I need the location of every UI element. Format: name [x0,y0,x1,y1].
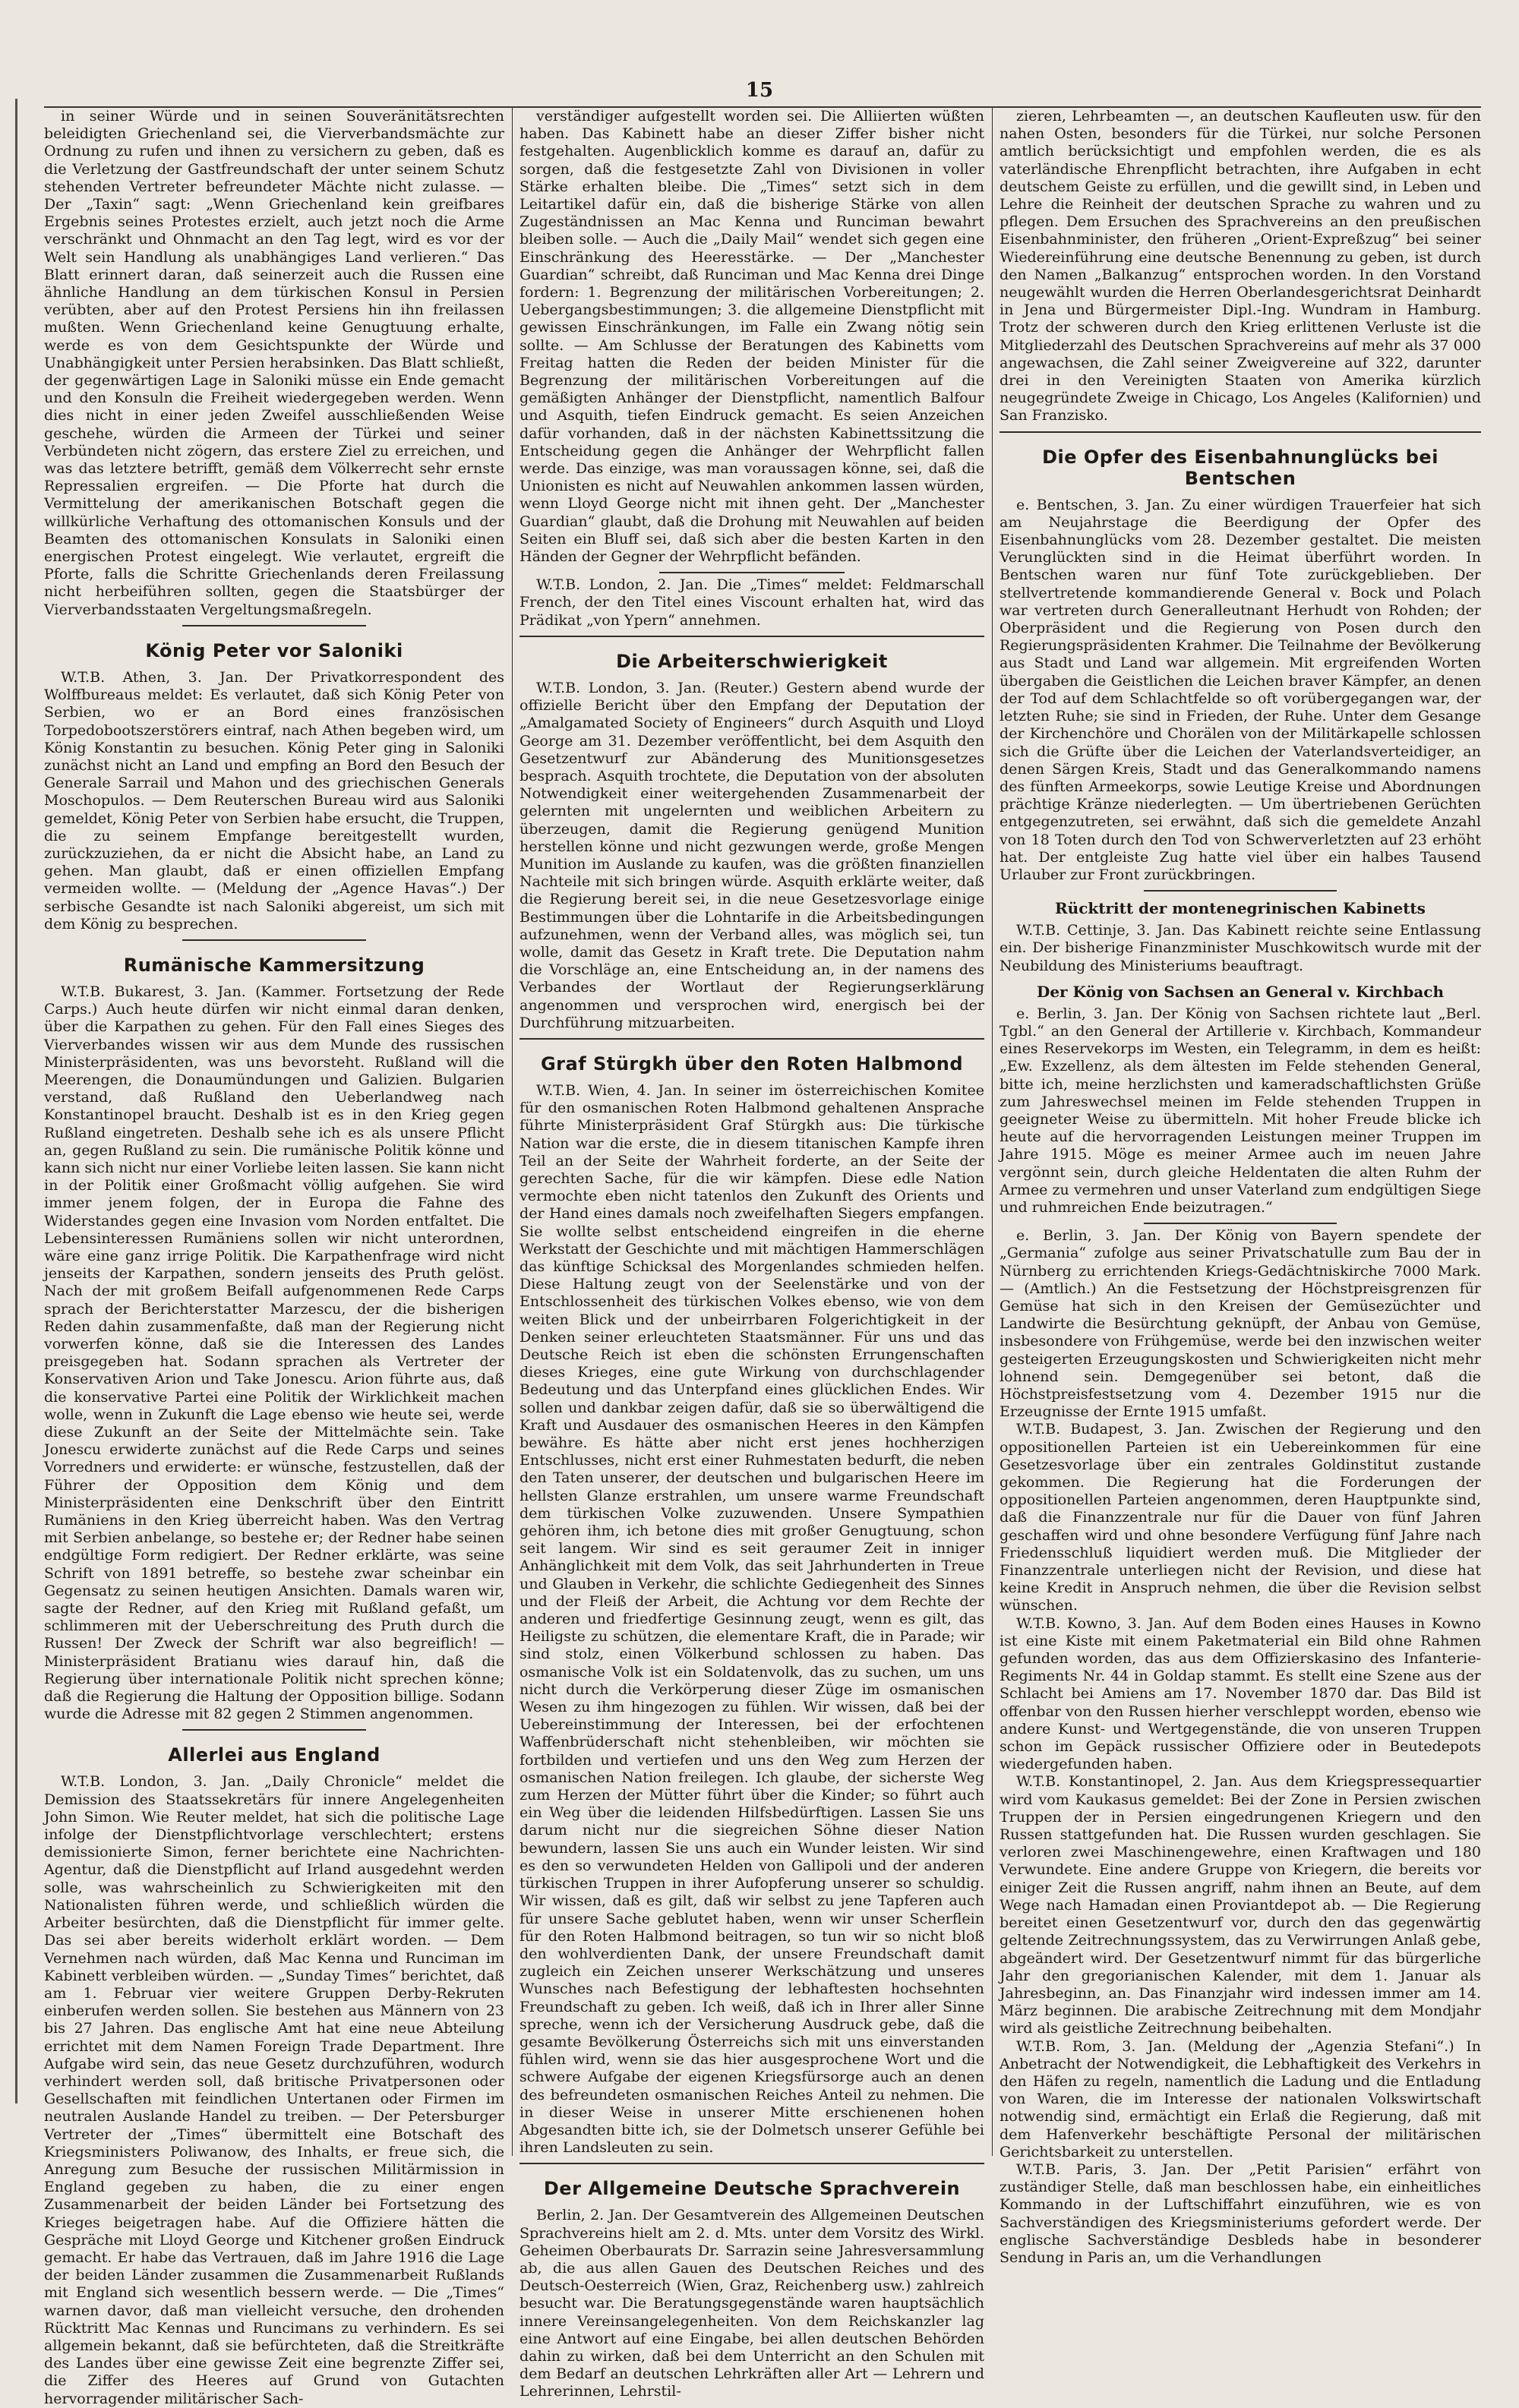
headline-montenegro-cabinet: Rücktritt der montenegrinischen Kabinetts [1055,899,1426,918]
divider [182,625,366,626]
column-1 [44,108,504,2407]
headline-saxony-king: Der König von Sachsen an General v. Kirchbach [1036,982,1445,1001]
divider [182,1729,366,1731]
article-saxony-king-text: e. Berlin, 3. Jan. Der König von Sachsen richtete laut „Berl. Tgbl.“ an den General der Artillerie v. Kirchbach, Kommandeur eines Reservekorps im Westen, ein Telegramm, in dem es heißt: „Ew. Exzellenz, als dem ältesten im Felde stehenden General, bitte ich, meine herzlichsten und kameradschaftlichsten Grüße zum Jahreswechsel meinen im Felde stehenden Truppen in geeigneter Weise zu übermitteln. Mit hoher Freude blicke ich heute auf die hervorragenden Leistungen meiner Truppen im Jahre 1915. Möge es meiner Armee auch im neuen Jahre vergönnt sein, durch gleiche Heldentaten die alten Ruhm der Armee zu vermehren und unser Vaterland zum endgültigen Siege und ruhmreichen Ende beizutragen.“ [1000,1005,1481,1216]
column-3 [1000,108,1481,2266]
article-kowno-text: W.T.B. Kowno, 3. Jan. Auf dem Boden eines Hauses in Kowno ist eine Kiste mit einem Paketmaterial ein Bild ohne Rahmen gefunden worden, das aus dem Offizierskasino des Infanterie-Regiments Nr. 44 in Goldap stammt. Es stellt eine Szene aus der Schlacht bei Amiens am 17. November 1870 dar. Das Bild ist offenbar von den Russen hierher verschleppt worden, ebenso wie andere Kunst- und Wertgegenstände, die von unseren Truppen schon im Gepäck russischer Offiziere oder in Beutedepots wiedergefunden haben. [1000,1614,1481,1773]
headline-labour-difficulty: Die Arbeiterschwierigkeit [616,650,888,672]
divider [1144,1223,1337,1224]
article-england-continued-text: verständiger aufgestellt worden sei. Die Alliierten wüßten haben. Das Kabinett habe an dieser Ziffer bisher nicht festgehalten. Augenblicklich komme es darauf an, dafür zu sorgen, daß die festgesetzte Zahl von Divisionen in voller Stärke erhalten bleibe. Die „Times“ setzt sich in dem Leitartikel dafür ein, daß die bisherige Stärke von allen Zugeständnissen an Mac Kenna und Runciman bewahrt bleiben solle. — Auch die „Daily Mail“ wendet sich gegen eine Einschränkung des Heeresstärke. — Der „Manchester Guardian“ schreibt, daß Runciman und Mac Kenna drei Dinge fordern: 1. Begrenzung der militärischen Vorbereitungen; 2. Uebergangsbestimmungen; 3. die allgemeine Dienstpflicht mit gewissen Einschränkungen, im Falle ein Zwang nötig sein sollte. — Am Schlusse der Beratungen des Kabinetts vom Freitag hatten die Reden der beiden Minister für die Begrenzung der militärischen Vorbereitungen auf die gemäßigten Anhänger der Dienstpflicht, namentlich Balfour und Asquith, tiefen Eindruck gemacht. Es seien Anzeichen dafür vorhanden, daß in der nächsten Kabinettssitzung die Entscheidung gegen die Anhänger der Wehrpflicht fallen werde. Das einzige, was man voraussagen könne, sei, daß die Unionisten es nicht auf Neuwahlen ankommen lassen würden, wenn Lloyd George nicht mit ihnen geht. Der „Manchester Guardian“ glaubt, daß die Drohung mit Neuwahlen auf beiden Seiten ein Bluff sei, daß sich aber die besten Karten in den Händen der Gegner der Wehrpflicht befänden. [519,108,984,566]
article-count-stuergkh-text: W.T.B. Wien, 4. Jan. In seiner im österreichischen Komitee für den osmanischen Roten Halbmond gehaltenen Ansprache führte Ministerpräsident Graf Stürgkh aus: Die türkische Nation war die erste, die in diesem titanischen Kampfe ihren Teil an der Seite der Wahrheit forderte, an der Seite der gerechten Sache, für die wir kämpfen. Diese edle Nation vermochte eben nicht tatenlos den Zukunft des Orients und der Hand eines damals noch zweifelhaften Siegers empfangen. Sie wollte selbst entscheidend eingreifen in die eherne Werkstatt der Geschichte und mit mächtigen Hammerschlägen das künftige Schicksal des Morgenlandes schmieden helfen. Diese Haltung zeugt von der Seelenstärke und von der Entschlossenheit des türkischen Volkes ebenso, wie von dem weiten Blick und der unbeirrbaren Folgerichtigkeit in der Denken seiner erleuchteten Staatsmänner. Für uns und das Deutsche Reich ist eben die schönsten Errungenschaften dieses Krieges, eine gute Wirkung von durchschlagender Bedeutung und das Unterpfand eines glücklichen Endes. Wir sollen und dankbar zeigen dafür, daß sie so überwältigend die Kraft und Ausdauer des osmanischen Heeres in den Kämpfen bewähre. Es hätte aber nicht erst jenes hochherzigen Entschlusses, nicht erst einer Ruhmestaten bedurft, die neben den Taten unserer, der deutschen und bulgarischen Heere im hellsten Glanze erstrahlen, um unsere warme Freundschaft dem türkischen Volke zuzuwenden. Unsere Sympathien gehören ihm, ich betone dies mit großer Genugtuung, schon seit langem. Wir sind es seit geraumer Zeit in inniger Anhänglichkeit mit dem Volk, das seit Jahrhunderten in Treue und Glauben in Verkehr, die schlichte Gediegenheit des Sinnes und der Fleiß der Arbeit, die Achtung vor dem Rechte der anderen und friedfertige Gesinnung zeugt, wenn es gilt, das Heiligste zu schützen, die elementare Kraft, die in Parade; wir sind stolz, einen Völkerbund schlossen zu haben. Das osmanische Volk ist ein Soldatenvolk, das zu suchen, um uns nicht durch die Verkörperung dieser Züge im osmanischen Wesen zu ihm hingezogen zu fühlen. Wir wissen, daß bei der Uebereinstimmung der Interessen, bei der erfochtenen Waffenbrüderschaft nicht stehenbleiben, wir möchten sie fortbilden und vertiefen und uns den Weg zum Herzen der osmanischen Nation freilegen. Ich glaube, der sicherste Weg zum Herzen der Mütter führt über die Kinder; so führt auch ein Weg über die leidenden Hilfsbedürftigen. Lassen Sie uns darum nicht nur die siegreichen Söhne dieser Nation bewundern, lassen Sie uns auch ein Wunder leisten. Wir sind es den so verwundeten Helden von Gallipoli und der anderen türkischen Truppen in ihrer Aufopferung unserer so schuldig. Wir wissen, daß es gilt, daß wir selbst zu jene Tapferen auch für unsere Sache geblutet haben, wenn wir unser Scherflein für den Roten Halbmond beitragen, so tun wir so nicht bloß den wohlverdienten Dank, der unsere Freundschaft damit zugleich ein Zeichen unserer Werkschätzung und unseres Wunsches nach Befestigung der lebhaftesten hochsehnten Freundschaft zu geben. Ich weiß, daß ich in Ihrer aller Sinne spreche, wenn ich der Versicherung Ausdruck gebe, daß die gesamte Bevölkerung Österreichs sich mit uns einverstanden fühlen wird, wenn sie das hier ausgesprochene Wort und die schwere Aufgabe der eigenen Kriegsfürsorge auch an denen des befreundeten osmanischen Reiches Anteil zu nehmen. Die in dieser Weise in unserer Mitte erschienenen hohen Abgesandten bitte ich, sie der Dolmetsch unserer Gefühle bei ihren Landsleuten zu sein. [519,1081,984,2157]
headline-bentschen-accident: Die Opfer des Eisenbahnunglücks bei Bentschen [1042,446,1438,489]
divider [1144,890,1337,892]
column-separator-2 [992,108,993,2156]
article-greece-protest-text: in seiner Würde und in seinen Souveränitätsrechten beleidigten Griechenland sei, die Vierverbandsmächte zur Ordnung zu rufen und ihnen zu versichern zu geben, daß es die Verletzung der Gastfreundschaft der unter seinem Schutz stehenden Vertreter befreundeter Mächte nicht zulasse. — Der „Taxin“ sagt: „Wenn Griechenland kein greifbares Ergebnis seines Protestes erzielt, auch jetzt noch die Arme verschränkt und Ohnmacht an den Tag legt, wird es vor der Welt sein Handlung als unabhängiges Land verlieren.“ Das Blatt erinnert daran, daß seinerzeit auch die Russen eine ähnliche Handlung an dem türkischen Konsul in Persien verübten, aber auf den Protest Persiens hin ihn freilassen mußten. Wenn Griechenland keine Genugtuung erhalte, werde es von dem Gesichtspunkte der Würde und Unabhängigkeit unter Persien herabsinken. Das Blatt schließt, der gegenwärtigen Lage in Saloniki müsse ein Ende gemacht und den Konsuln die Freiheit wiedergegeben werden. Wenn dies nicht in einer jeden Zweifel ausschließenden Weise geschehe, würden die Armeen der Türkei und seiner Verbündeten nicht zögern, das erstere Ziel zu erreichen, und was das letztere betrifft, gemäß dem Völkerrecht sehr ernste Repressalien ergreifen. — Die Pforte hat durch die Vermittelung der amerikanischen Botschaft gegen die willkürliche Verhaftung des ottomanischen Konsuls und der Beamten des ottomanischen Konsulats in Saloniki einen energischen Protest eingelegt. Wie verlautet, ergreift die Pforte, falls die Schritte Griechenlands deren Freilassung nicht herbeiführen sollten, gegen die Staatsbürger der Vierverbandsstaaten Vergeltungsmaßregeln. [44,108,504,618]
divider [519,2163,984,2164]
article-language-association-continued-text: zieren, Lehrbeamten —, an deutschen Kaufleuten usw. für den nahen Osten, besonders für die Türkei, nur solche Personen amtlich berücksichtigt und empfohlen werden, die es als vaterländische Ehrenpflicht betrachten, ihre Aufgaben in echt deutschem Geiste zu erfüllen, und die gewillt sind, in Leben und Lehre die Reinheit der deutschen Sprache zu wahren und zu pflegen. Dem Ersuchen des Sprachvereins an den preußischen Eisenbahnminister, den früheren „Orient-Expreßzug“ bei seiner Wiedereinführung eine deutsche Benennung zu geben, ist durch den Namen „Balkanzug“ entsprochen worden. In den Vorstand neugewählt wurden die Herren Oberlandesgerichtsrat Deinhardt in Jena und Bürgermeister Dipl.-Ing. Wundram in Hamburg. Trotz der schweren durch den Krieg erlittenen Verluste ist die Mitgliederzahl des Deutschen Sprachvereins auf mehr als 37 000 angewachsen, die Zahl seiner Zweigvereine auf 322, darunter drei in den Vereinigten Staaten von Amerika kürzlich neugegründete Zweige in Chicago, Los Angeles (Kalifornien) und San Franzisko. [1000,108,1481,424]
divider [519,636,984,637]
article-romanian-chamber-text: W.T.B. Bukarest, 3. Jan. (Kammer. Fortsetzung der Rede Carps.) Auch heute dürfen wir nicht einmal daran denken, über die Karpathen zu gehen. Für den Fall eines Sieges des Vierverbandes wissen wir aus dem Munde des russischen Ministerpräsidenten, was uns bevorsteht. Rußland will die Meerengen, die Donaumündungen und Galizien. Bulgarien verstand, daß Rußland den Ueberlandweg nach Konstantinopel braucht. Deshalb ist es in den Krieg gegen Rußland eingetreten. Deshalb sehe ich es als unsere Pflicht an, gegen Rußland zu sein. Die rumänische Politik könne und kann sich nicht nur einer Vorliebe leiten lassen. Sie kann nicht in der Politik einer Großmacht völlig aufgehen. Sie wird immer jenem folgen, der in Europa die Fahne des Widerstandes gegen eine Invasion vom Norden entfaltet. Die Lebensinteressen Rumäniens sollen wir nicht unterordnen, wäre eine ganz irrige Politik. Die Karpathenfrage wird nicht jenseits der Karpathen, sondern jenseits des Pruth gelöst. Nach der mit großem Beifall aufgenommenen Rede Carps sprach der Berichterstatter Marzescu, der die bisherigen Reden dahin zusammenfaßte, daß man der Regierung nicht vorwerfen könne, daß sie die Interessen des Landes preisgegeben hat. Sodann sprachen als Vertreter der Konservativen Arion und Take Jonescu. Arion führte aus, daß die konservative Partei eine Politik der Wirklichkeit machen wolle, wenn in Zukunft die Lage ebenso wie heute sei, werde diese Zukunft an der Seite der Mittelmächte sein. Take Jonescu erwiderte zunächst auf die Rede Carps und seines Vorredners und erwiderte: er wünsche, festzustellen, daß der Führer der Opposition dem König und dem Ministerpräsidenten eine Denkschrift über den Eintritt Rumäniens in den Krieg überreicht haben. Was den Vertrag mit Serbien anbelange, so bestehe er; der Redner habe seinen endgültige Form redigiert. Der Redner erklärte, was seine Schrift von 1891 betreffe, so bestehe zwar scheinbar ein Gegensatz zu seinen heutigen Ansichten. Damals waren wir, sagte der Redner, auf den Krieg mit Rußland gefaßt, um schlimmeren mit der Ueberschreitung des Pruth durch die Russen! Der Zweck der Schrift war also begreiflich! — Ministerpräsident Bratianu wies darauf hin, daß die Regierung über internationale Politik nicht sprechen könne; daß die Regierung die Haltung der Opposition billige. Sodann wurde die Adresse mit 82 gegen 2 Stimmen angenommen. [44,983,504,1723]
column-2 [519,108,984,2400]
article-rome-text: W.T.B. Rom, 3. Jan. (Meldung der „Agenzia Stefani“.) In Anbetracht der Notwendigkeit, die Lebhaftigkeit des Verkehrs in den Häfen zu regeln, namentlich die Ladung und die Entladung von Waren, die im Interesse der nationalen Volkswirtschaft notwendig sind, ermächtigt ein Erlaß die Regierung, daß mit dem Hafenverkehr beschäftigte Personal der militärischen Gerichtsbarkeit zu unterstellen. [1000,2037,1481,2160]
divider [182,939,366,941]
article-language-association-text: Berlin, 2. Jan. Der Gesamtverein des Allgemeinen Deutschen Sprachvereins hielt am 2. d. Mts. unter dem Vorsitz des Wirkl. Geheimen Oberbaurats Dr. Sarrazin seine Jahresversammlung ab, die aus allen Gauen des Deutschen Reiches und des Deutsch-Oesterreich (Wien, Graz, Reichenberg usw.) zahlreich besucht war. Die Beratungsgegenstände waren hauptsächlich innere Vereinsangelegenheiten. Von dem Reichskanzler lag eine Antwort auf eine Eingabe, bei allen deutschen Behörden dahin zu wirken, daß bei dem Unterricht an den Schulen mit dem Bedarf an deutschen Lehrkräften aller Art — Lehrern und Lehrerinnen, Lehrstil- [519,2207,984,2400]
article-bentschen-accident-text: e. Bentschen, 3. Jan. Zu einer würdigen Trauerfeier hat sich am Neujahrstage die Beerdigung der Opfer des Eisenbahnunglücks vom 28. Dezember gestaltet. Die meisten Verunglückten sind in die Heimat überführt worden. In Bentschen waren nur fünf Tote zurückgeblieben. Der stellvertretende kommandierende General v. Bock und Polach war vertreten durch Generalleutnant Herhudt von Rohden; der Oberpräsident und die Regierung von Posen durch den Regierungspräsidenten Krahmer. Die Teilnahme der Bevölkerung aus Stadt und Land war allgemein. Mit ergreifenden Worten übergaben die Geistlichen die Leichen braver Kämpfer, an denen der Tod auf dem Schlachtfelde so oft vorübergegangen war, der letzten Ruhe; sie sind in Frieden, der Ruhe. Unter dem Gesange der Kirchenchöre und Chorälen von der Militärkapelle schlossen sich die Grüfte über die Leichen der Vaterlandsverteidiger, an denen Särgen Kreis, Stadt und das Generalkommando namens des fünften Armeekorps, sowie Leutige Kreise und Abordnungen prächtige Kränze niederlegten. — Um übertriebenen Gerüchten entgegenzutreten, sei erwähnt, daß sich die gemeldete Anzahl von 18 Toten durch den Tod von Schwerverletzten auf 23 erhöht hat. Der entgleiste Zug hatte viel über ein halbes Tausend Urlauber zur Front zurückbringen. [1000,496,1481,883]
headline-england: Allerlei aus England [168,1744,381,1766]
page-left-edge [15,99,17,2103]
article-budapest-text: W.T.B. Budapest, 3. Jan. Zwischen der Regierung und den oppositionellen Parteien ist ein Uebereinkommen für eine Gesetzesvorlage über ein zentrales Goldinstitut zustande gekommen. Die Regierung hat die Forderungen der oppositionellen Parteien angenommen, deren Hauptpunkte sind, daß die Finanzzentrale nur für die Dauer von fünf Jahren geschaffen wird und ohne besondere Verfügung fünf Jahre nach Friedensschluß liquidiert werden muß. Die Mitglieder der Finanzzentrale unterliegen nicht der Revision, und diese hat keine Kredit in Anspruch nehmen, die über die Revision selbst wünschen. [1000,1421,1481,1614]
divider [659,572,845,573]
article-constantinople-text: W.T.B. Konstantinopel, 2. Jan. Aus dem Kriegspressequartier wird vom Kaukasus gemeldet: Bei der Zone in Persien zwischen Truppen der in Persien eingedrungenen Kriegern und den Russen stattgefunden hat. Die Russen wurden geschlagen. Sie verloren zwei Maschinengewehre, einen Kraftwagen und 180 Verwundete. Eine andere Gruppe von Kriegern, die bereits vor einiger Zeit die Russen angriff, nahm ihnen an Beute, auf dem Wege nach Hamadan einen Proviantdepot ab. — Die Regierung bereitet einen Gesetzentwurf vor, durch den das gegenwärtig geltende Zeitrechnungssystem, das zu Verwirrungen Anlaß gebe, abgeändert wird. Der Gesetzentwurf nimmt für das bürgerliche Jahr den gregorianischen Kalender, mit dem 1. Januar als Jahresbeginn, an. Das Finanzjahr wird indessen immer am 14. März beginnen. Die arabische Zeitrechnung mit dem Mondjahr wird als geistliche Zeitrechnung beibehalten. [1000,1773,1481,2037]
article-french-ypern-text: W.T.B. London, 2. Jan. Die „Times“ meldet: Feldmarschall French, der den Titel eines Viscount erhalten hat, wird das Prädikat „von Ypern“ annehmen. [519,576,984,629]
article-bavaria-king-text: e. Berlin, 3. Jan. Der König von Bayern spendete der „Germania“ zufolge aus seiner Privatschatulle zum Bau der in Nürnberg zu errichtenden Kriegs-Gedächtniskirche 7000 Mark. — (Amtlich.) An die Festsetzung der Höchstpreisgrenzen für Gemüse hat sich in den Kreisen der Gemüsezüchter und Landwirte die Besürchtung geknüpft, der Anbau von Gemüse, insbesondere von Frühgemüse, werde bei den inzwischen weiter gesteigerten Erzeugungskosten und Schwierigkeiten nicht mehr lohnend sein. Demgegenüber sei betont, daß die Höchstpreisfestsetzung vom 4. Dezember 1915 nur die Erzeugnisse der Ernte 1915 umfaßt. [1000,1227,1481,1421]
article-paris-text: W.T.B. Paris, 3. Jan. Der „Petit Parisien“ erfährt von zuständiger Stelle, daß man beschlossen habe, ein einheitliches Kommando in der Luftschiffahrt einzuführen, wie es von Sachverständigen des Kriegsministeriums gefordert werde. Der englische Sachverständige Desbleds habe in besonderer Sendung in Paris an, um die Verhandlungen [1000,2160,1481,2266]
article-montenegro-cabinet-text: W.T.B. Cettinje, 3. Jan. Das Kabinett reichte seine Entlassung ein. Der bisherige Finanzminister Muschkowitsch wurde mit der Neubildung des Ministeriums beauftragt. [1000,922,1481,974]
column-separator-1 [512,108,513,2156]
headline-language-association: Der Allgemeine Deutsche Sprachverein [543,2178,961,2200]
article-england-text: W.T.B. London, 3. Jan. „Daily Chronicle“ meldet die Demission des Staatssekretärs für innere Angelegenheiten John Simon. Wie Reuter meldet, hat sich die politische Lage infolge der Dienstpflichtvorlage verschlechtert; erstens demissionierte Simon, ferner berichtete eine Nachrichten-Agentur, daß die Dienstpflicht auf Irland ausgedehnt werden solle, was wahrscheinlich zu Schwierigkeiten mit den Nationalisten führen werde, und schließlich würden die Arbeiter besürchten, daß die Dienstpflicht für immer gelte. Das sei aber bereits widerholt erklärt worden. — Dem Vernehmen nach würden, daß Mac Kenna und Runciman im Kabinett verbleiben würden. — „Sunday Times“ berichtet, daß am 1. Februar vier weitere Gruppen Derby-Rekruten einberufen werden sollen. Sie bestehen aus Männern von 23 bis 27 Jahren. Das englische Amt hat eine neue Abteilung errichtet mit dem Namen Foreign Trade Department. Ihre Aufgabe wird sein, das neue Gesetz durchzuführen, wodurch verhindert werden soll, daß britische Privatpersonen oder Gesellschaften mit feindlichen Untertanen oder Firmen im neutralen Auslande Handel zu treiben. — Der Petersburger Vertreter der „Times“ übermittelt eine Botschaft des Kriegsministers Poliwanow, des Inhalts, er freue sich, die Anregung zum Besuche der russischen Militärmission in England gegeben zu haben, die zu einer engen Zusammenarbeit der beiden Länder bei Fortsetzung des Krieges beigetragen habe. Auf die Offiziere hätten die Gespräche mit Lloyd George und Kitchener großen Eindruck gemacht. Er habe das Vertrauen, daß im Jahre 1916 die Lage der beiden Länder zusammen die Zusammenarbeit Rußlands mit England sich wesentlich bessern werde. — Die „Times“ warnen davor, daß man vielleicht versuche, den drohenden Rücktritt Mac Kennas und Runcimans zu verhindern. Es sei allgemein bekannt, daß sie befürchteten, daß die Streitkräfte des Landes über eine gewisse Zeit eine begrenzte Ziffer sei, die Ziffer des Heeres auf Grund von Gutachten hervorragender militärischer Sach- [44,1773,504,2407]
page-number: 15 [745,79,774,102]
divider [519,1038,984,1040]
divider [1000,431,1481,433]
article-king-peter-text: W.T.B. Athen, 3. Jan. Der Privatkorrespondent des Wolffbureaus meldet: Es verlautet, daß sich König Peter von Serbien, wo er an Bord eines französischen Torpedobootszerstörers eintraf, nach Athen begeben wird, um König Konstantin zu besuchen. König Peter ging in Saloniki zunächst nicht an Land und empfing an Bord den Besuch der Generale Sarrail und Mahon und des griechischen Generals Moschopulos. — Dem Reuterschen Bureau wird aus Saloniki gemeldet, König Peter von Serbien habe ersucht, die Truppen, die zu seinem Empfange bereitgestellt wurden, zurückzuziehen, da er nicht die Absicht habe, an Land zu gehen. Man glaubt, daß er einen offiziellen Empfang vermeiden wollte. — (Meldung der „Agence Havas“.) Der serbische Gesandte ist nach Saloniki abgereist, um sich mit dem König zu besprechen. [44,668,504,933]
headline-count-stuergkh: Graf Stürgkh über den Roten Halbmond [540,1053,964,1075]
article-labour-difficulty-text: W.T.B. London, 3. Jan. (Reuter.) Gestern abend wurde der offizielle Bericht über den Empfang der Deputation der „Amalgamated Society of Engineers“ durch Asquith und Lloyd George am 31. Dezember veröffentlicht, bei dem Asquith den Gesetzentwurf zur Abänderung des Munitionsgesetzes besprach. Asquith trochtete, die Deputation von der absoluten Notwendigkeit einer weitergehenden Zusammenarbeit der gelernten mit ungelernten und weiblichen Arbeitern zu überzeugen, damit die Regierung genügend Munition herstellen könne und nicht gezwungen werde, große Mengen Munition im Auslande zu kaufen, was die größten finanziellen Nachteile mit sich bringen würde. Asquith erklärte weiter, daß die Regierung bereit sei, in die neue Gesetzesvorlage einige Bestimmungen über die Lohntarife in die Arbeitsbedingungen aufzunehmen, wenn der Verband alles, was möglich sei, tun wolle, damit das Gesetz in Kraft trete. Die Deputation nahm die Vorschläge an, eine Entscheidung an, in der namens des Verbandes der Wortlaut der Regierungserklärung angenommen und versprochen wird, energisch bei der Durchführung mitzuarbeiten. [519,679,984,1031]
headline-king-peter: König Peter vor Saloniki [145,639,403,661]
headline-romanian-chamber: Rumänische Kammersitzung [123,954,425,976]
